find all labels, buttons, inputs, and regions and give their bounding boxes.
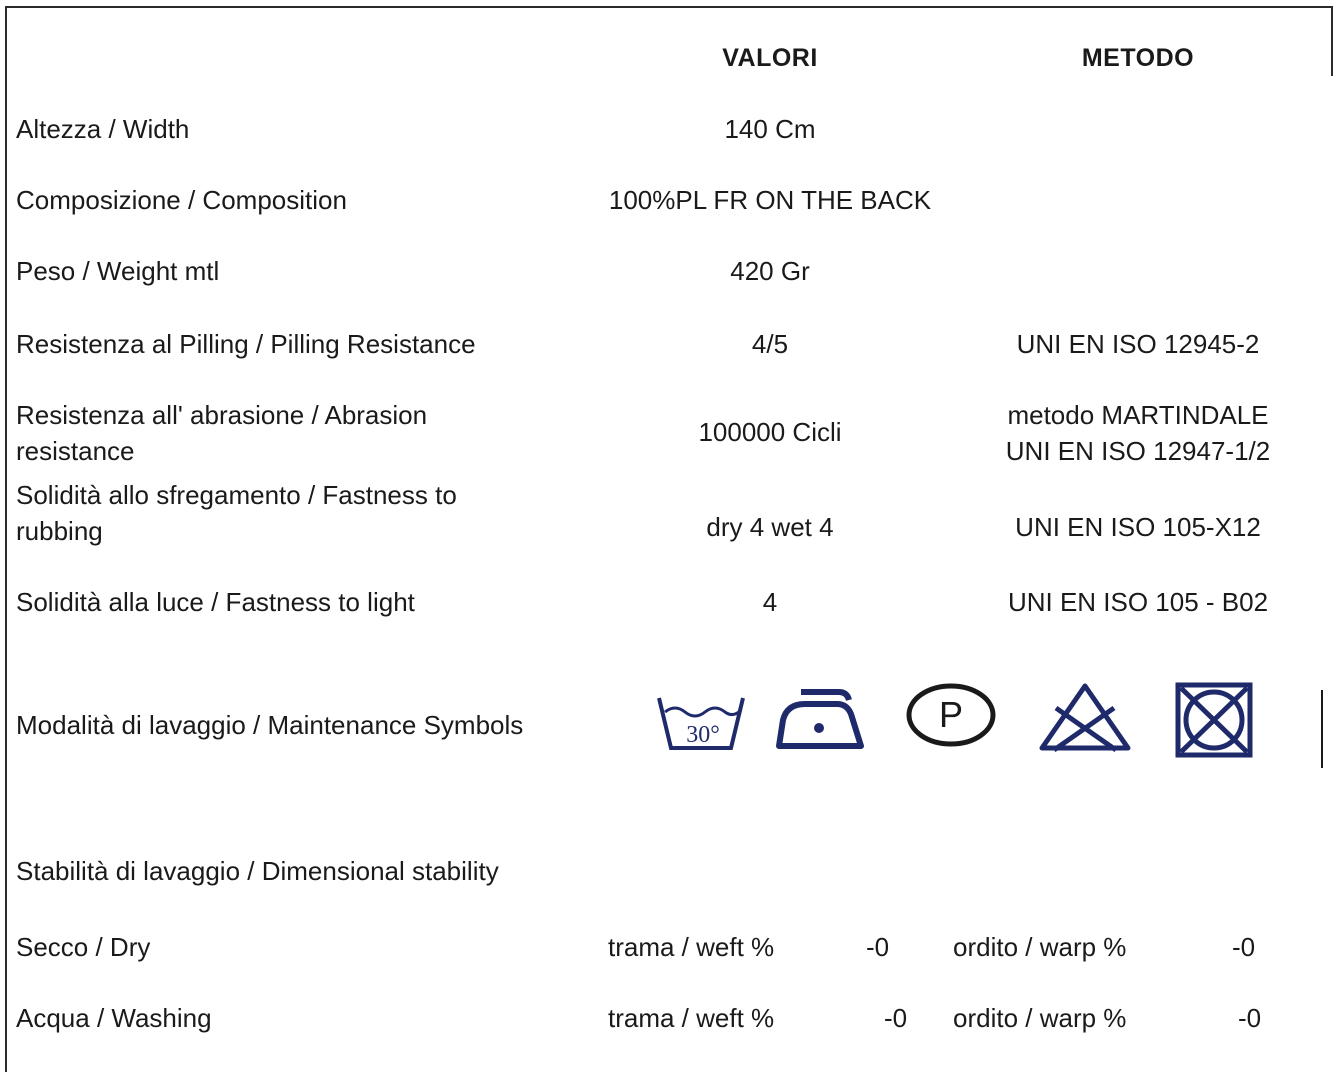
row-label-weight: Peso / Weight mtl (16, 256, 220, 286)
stability-washing-weft-value: -0 (884, 1003, 908, 1033)
stability-washing-weft-label: trama / weft % (608, 1003, 775, 1033)
row-value-light: 4 (762, 587, 778, 617)
stability-title: Stabilità di lavaggio / Dimensional stability (16, 856, 499, 886)
wash-30-icon (655, 690, 747, 752)
text-cursor (1321, 690, 1323, 768)
row-value-pilling: 4/5 (751, 329, 789, 359)
row-value-composition: 100%PL FR ON THE BACK (608, 185, 932, 215)
iron-low-icon (775, 684, 867, 750)
stability-washing-warp-label: ordito / warp % (953, 1003, 1127, 1033)
frame-right-edge (1331, 6, 1333, 76)
row-label-abrasion-line2: resistance (16, 436, 135, 466)
row-method-rubbing: UNI EN ISO 105-X12 (1015, 512, 1261, 542)
row-label-light: Solidità alla luce / Fastness to light (16, 587, 415, 617)
row-value-abrasion: 100000 Cicli (698, 417, 842, 447)
row-label-width: Altezza / Width (16, 114, 190, 144)
stability-dry-warp-value: -0 (1232, 932, 1256, 962)
maintenance-symbols (655, 680, 1265, 770)
row-method-abrasion-line2: UNI EN ISO 12947-1/2 (1005, 436, 1271, 466)
dry-clean-letter: P (938, 694, 964, 735)
row-label-rubbing-line2: rubbing (16, 516, 103, 546)
row-label-abrasion-line1: Resistenza all' abrasione / Abrasion (16, 400, 428, 430)
row-method-pilling: UNI EN ISO 12945-2 (1016, 329, 1260, 359)
row-value-rubbing: dry 4 wet 4 (706, 512, 834, 542)
stability-washing-warp-value: -0 (1238, 1003, 1262, 1033)
no-bleach-icon (1038, 682, 1132, 752)
header-values: VALORI (722, 44, 818, 72)
row-method-abrasion-line1: metodo MARTINDALE (1007, 400, 1269, 430)
row-method-light: UNI EN ISO 105 - B02 (1007, 587, 1269, 617)
stability-dry-weft-label: trama / weft % (608, 932, 775, 962)
stability-dry-warp-label: ordito / warp % (953, 932, 1127, 962)
row-label-rubbing-line1: Solidità allo sfregamento / Fastness to (16, 480, 457, 510)
no-tumble-dry-icon (1175, 682, 1253, 758)
stability-row-dry-label: Secco / Dry (16, 932, 151, 962)
maintenance-label: Modalità di lavaggio / Maintenance Symbols (16, 710, 524, 740)
dry-clean-p-icon (905, 682, 997, 748)
row-value-weight: 420 Gr (730, 256, 810, 286)
row-label-composition: Composizione / Composition (16, 185, 347, 215)
stability-dry-weft-value: -0 (866, 932, 890, 962)
row-label-pilling: Resistenza al Pilling / Pilling Resistance (16, 329, 476, 359)
header-method: METODO (1081, 44, 1195, 72)
wash-temp-text: 30° (686, 722, 720, 748)
stability-row-washing-label: Acqua / Washing (16, 1003, 212, 1033)
row-value-width: 140 Cm (724, 114, 816, 144)
